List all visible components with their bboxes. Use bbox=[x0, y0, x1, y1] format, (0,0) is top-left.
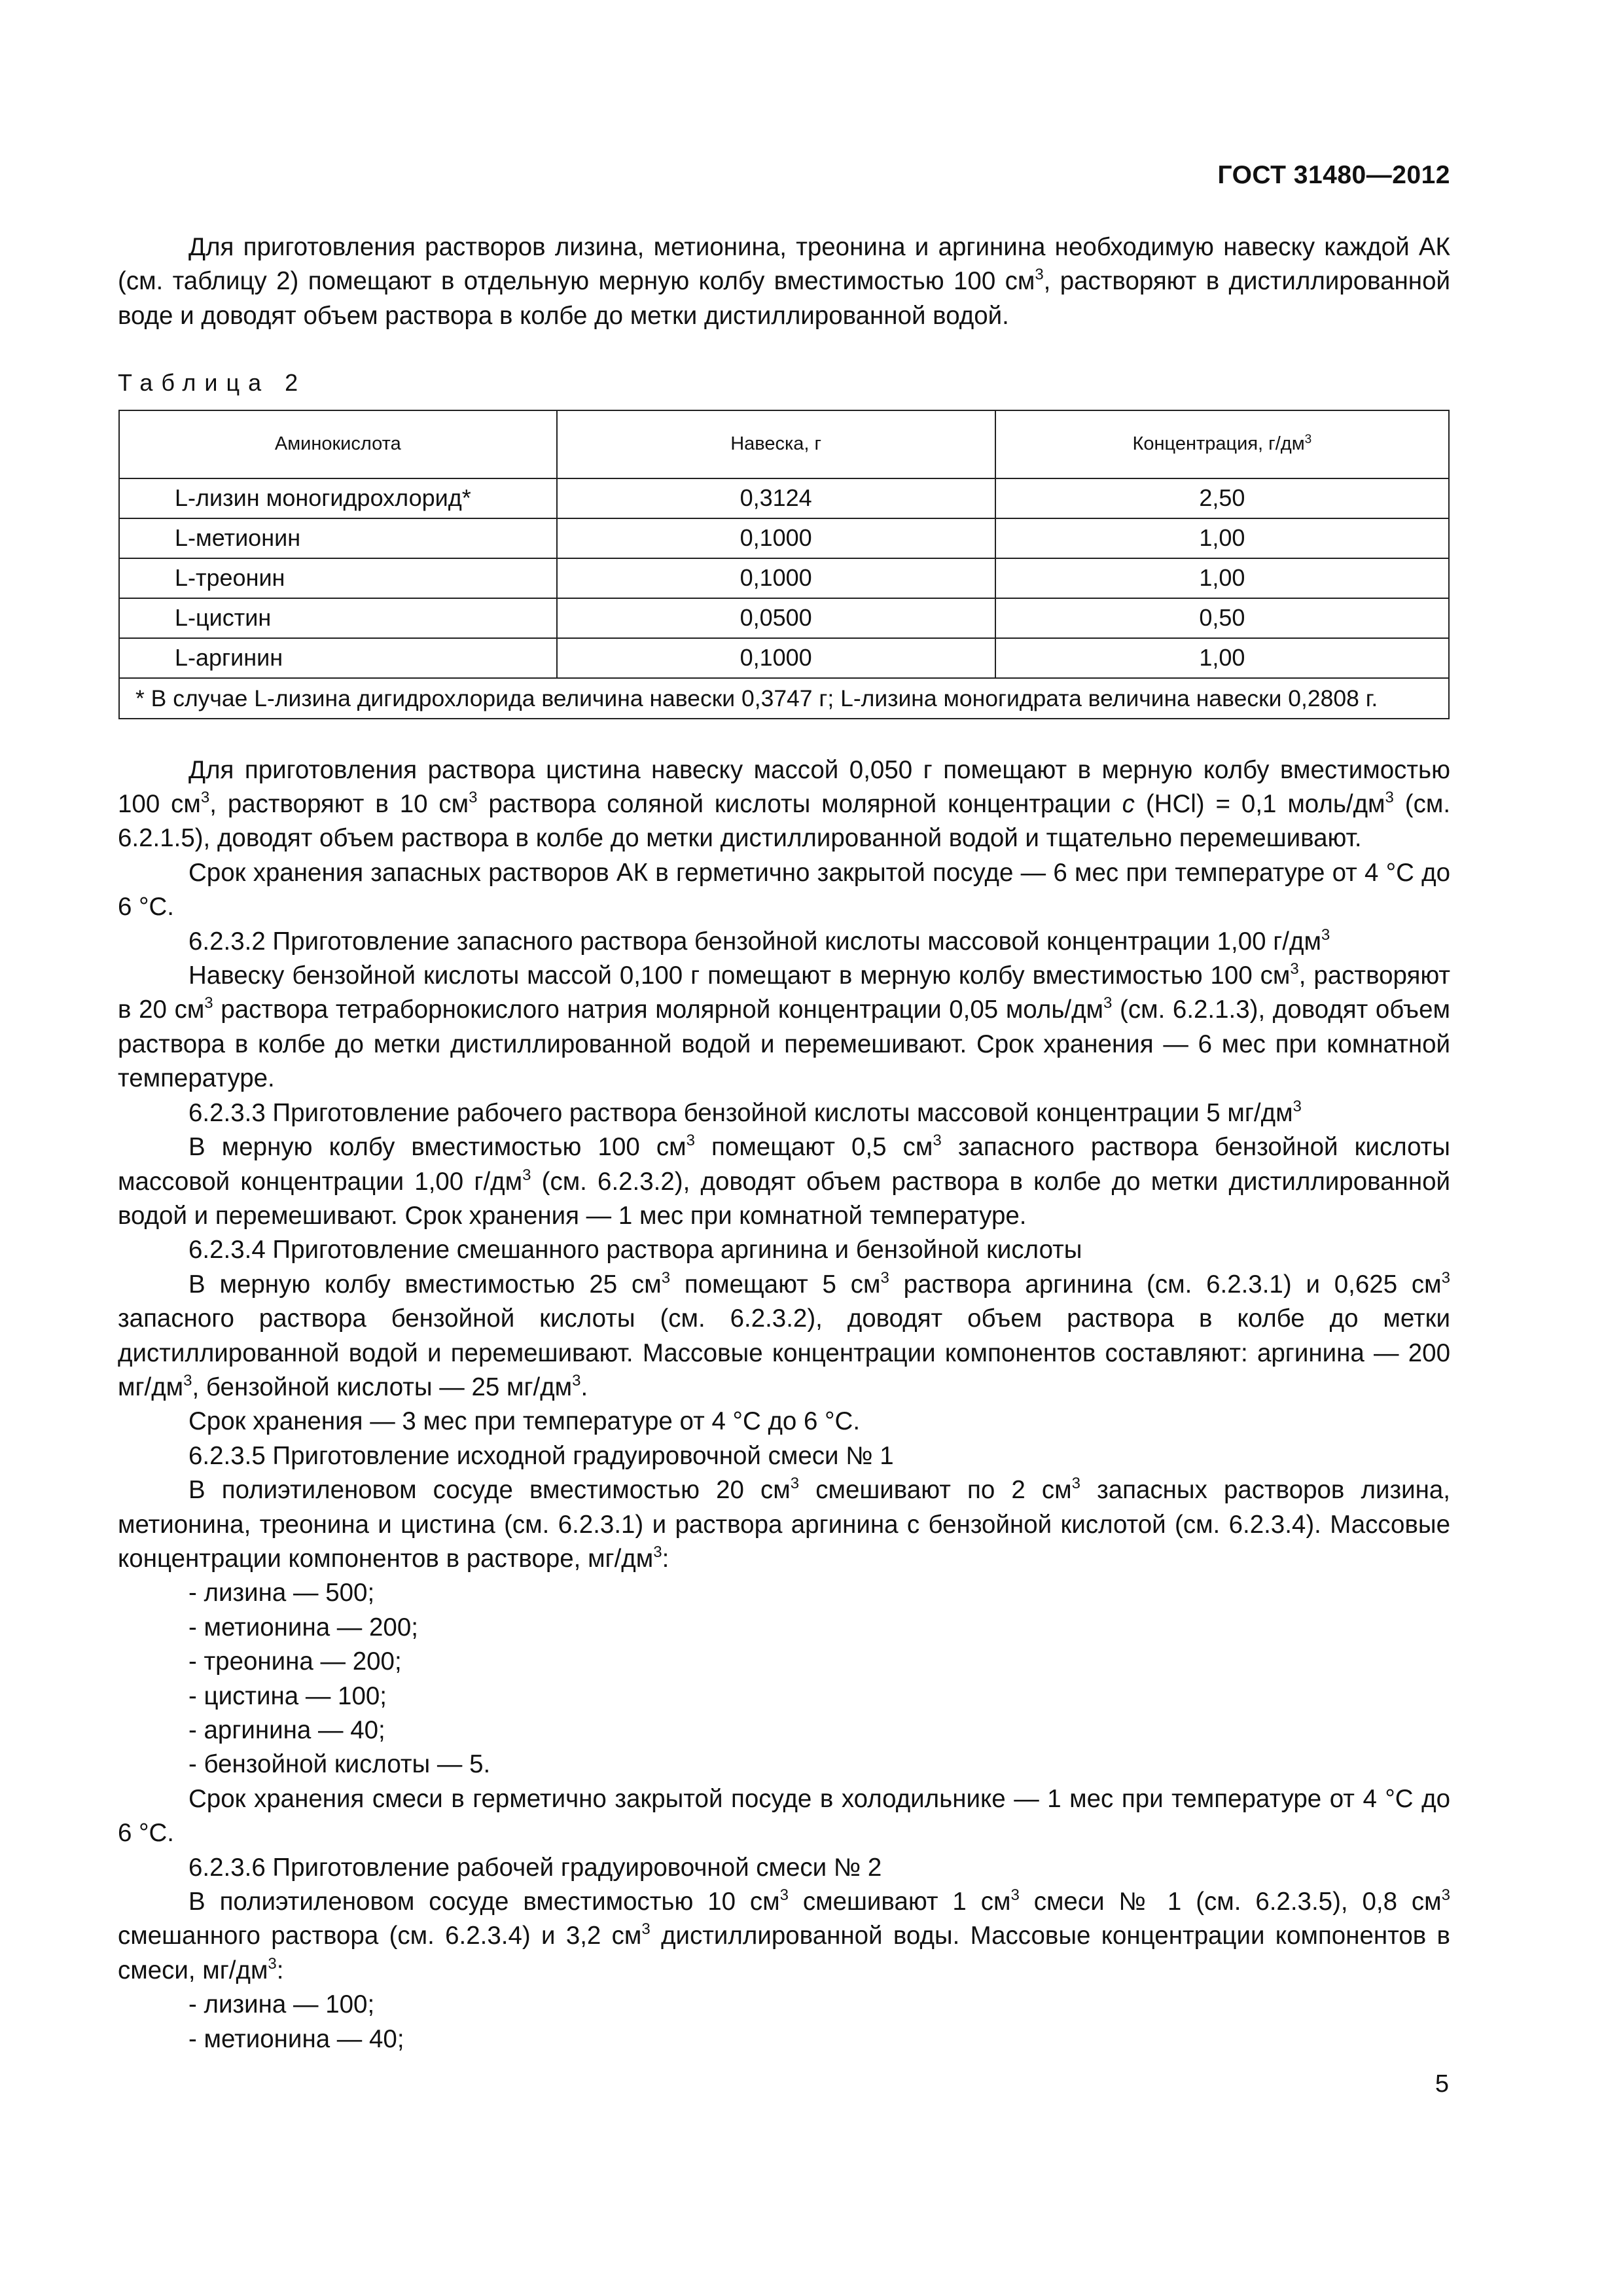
paragraph-benzoic-stock: Навеску бензойной кислоты массой 0,100 г помещают в мерную колбу вместимостью 100 $см^3$, растворяют в 20 $см^3$ раствора тетраборнокислого натрия молярной концентрации 0,05 моль/$дм^3$ (см. 6.2.1.3), доводят объем раствора в колбе до метки дистиллированной водой и перемешивают. Срок хранения — 6 мес при комнатной температуре. bbox=[118, 960, 1450, 1093]
cell-weight: 0,1000 bbox=[557, 638, 995, 678]
page-number: 5 bbox=[1435, 2070, 1449, 2098]
cell-concentration: 1,00 bbox=[995, 638, 1449, 678]
cell-concentration: 2,50 bbox=[995, 478, 1449, 518]
header-amino-acid: Аминокислота bbox=[119, 410, 557, 478]
table-row bbox=[119, 638, 1449, 678]
header-weight: Навеска, г bbox=[557, 410, 995, 478]
paragraph-storage-mixture-1: Срок хранения смеси в герметично закрытой посуде в холодильнике — 1 мес при температуре от 4 °С до 6 °С. bbox=[118, 1784, 1450, 1848]
section-6-2-3-6: 6.2.3.6 Приготовление рабочей градуировочной смеси № 2 bbox=[188, 1853, 882, 1882]
table-footnote: * В случае L-лизина дигидрохлорида величина навески 0,3747 г; L-лизина моногидрата величина навески 0,2808 г. bbox=[119, 678, 1449, 719]
section-6-2-3-3: 6.2.3.3 Приготовление рабочего раствора бензойной кислоты массовой концентрации 5 $мг/дм^3$ bbox=[188, 1097, 1302, 1127]
concentration-list-1 bbox=[118, 1576, 1450, 1782]
table-row bbox=[119, 518, 1449, 558]
list-item: - метионина — 40; bbox=[188, 2024, 404, 2053]
amino-acid-table bbox=[118, 410, 1450, 719]
paragraph-mixed-solution: В мерную колбу вместимостью 25 $см^3$ помещают 5 $см^3$ раствора аргинина (см. 6.2.3.1) и 0,625 $см^3$ запасного раствора бензойной кислоты (см. 6.2.3.2), доводят объем раствора в колбе до метки дистиллированной водой и перемешивают. Массовые концентрации компонентов составляют: аргинина — 200 $мг/дм^3$, бензойной кислоты — 25 $мг/дм^3$. bbox=[118, 1268, 1450, 1401]
table-row bbox=[119, 478, 1449, 518]
cell-name: L-лизин моногидрохлорид* bbox=[119, 478, 557, 518]
cell-weight: 0,3124 bbox=[557, 478, 995, 518]
paragraph-storage-ak: Срок хранения запасных растворов АК в герметично закрытой посуде — 6 мес при температуре от 4 °С до 6 °С. bbox=[118, 858, 1450, 922]
section-6-2-3-5: 6.2.3.5 Приготовление исходной градуировочной смеси № 1 bbox=[188, 1441, 894, 1470]
table-footnote-row bbox=[119, 678, 1449, 719]
section-6-2-3-2: 6.2.3.2 Приготовление запасного раствора бензойной кислоты массовой концентрации 1,00 $г/дм^3$ bbox=[188, 925, 1330, 956]
cell-weight: 0,0500 bbox=[557, 598, 995, 638]
paragraph-benzoic-working: В мерную колбу вместимостью 100 $см^3$ помещают 0,5 $см^3$ запасного раствора бензойной кислоты массовой концентрации 1,00 $г/дм^3$ (см. 6.2.3.2), доводят объем раствора в колбе до метки дистиллированной водой и перемешивают. Срок хранения — 1 мес при комнатной температуре. bbox=[118, 1132, 1450, 1230]
cell-concentration: 1,00 bbox=[995, 518, 1449, 558]
cell-name: L-метионин bbox=[119, 518, 557, 558]
list-item: - бензойной кислоты — 5. bbox=[188, 1750, 491, 1779]
header-concentration: Концентрация, $г/дм^3$ bbox=[995, 410, 1449, 478]
cell-name: L-аргинин bbox=[119, 638, 557, 678]
section-6-2-3-4: 6.2.3.4 Приготовление смешанного раствора аргинина и бензойной кислоты bbox=[188, 1236, 1082, 1265]
table-row bbox=[119, 598, 1449, 638]
cell-concentration: 0,50 bbox=[995, 598, 1449, 638]
list-item: - треонина — 200; bbox=[188, 1647, 402, 1676]
intro-paragraph: Для приготовления растворов лизина, метионина, треонина и аргинина необходимую навеску каждой АК (см. таблицу 2) помещают в отдельную мерную колбу вместимостью 100 $см^3$, растворяют в дистиллированной воде и доводят объем раствора в колбе до метки дистиллированной водой. bbox=[118, 233, 1450, 330]
paragraph-mixture-2: В полиэтиленовом сосуде вместимостью 10 $см^3$ смешивают 1 $см^3$ смеси № 1 (см. 6.2.3.5), 0,8 $см^3$ смешанного раствора (см. 6.2.3.4) и 3,2 $см^3$ дистиллированной воды. Массовые концентрации компонентов в смеси, $мг/дм^3$: bbox=[118, 1886, 1450, 1984]
list-item: - лизина — 500; bbox=[188, 1579, 375, 1607]
paragraph-storage-mixed: Срок хранения — 3 мес при температуре от 4 °С до 6 °С. bbox=[188, 1407, 861, 1436]
cell-weight: 0,1000 bbox=[557, 558, 995, 598]
table-header-row bbox=[119, 410, 1449, 478]
cell-name: L-треонин bbox=[119, 558, 557, 598]
list-item: - метионина — 200; bbox=[188, 1613, 418, 1641]
document-header-id: ГОСТ 31480—2012 bbox=[1217, 161, 1450, 189]
cell-concentration: 1,00 bbox=[995, 558, 1449, 598]
paragraph-cystine-solution: Для приготовления раствора цистина навеску массой 0,050 г помещают в мерную колбу вместимостью 100 $см^3$, растворяют в 10 $см^3$ раствора соляной кислоты молярной концентрации c (HCl) = 0,1 моль/$дм^3$ (см. 6.2.1.5), доводят объем раствора в колбе до метки дистиллированной водой и тщательно перемешивают. bbox=[118, 755, 1451, 853]
cell-name: L-цистин bbox=[119, 598, 557, 638]
list-item: - цистина — 100; bbox=[188, 1681, 387, 1710]
concentration-list-2 bbox=[118, 1988, 1450, 2056]
table-caption: Таблица 2 bbox=[118, 369, 307, 397]
page-content bbox=[118, 230, 1450, 2056]
cell-weight: 0,1000 bbox=[557, 518, 995, 558]
list-item: - аргинина — 40; bbox=[188, 1716, 385, 1744]
table-row bbox=[119, 558, 1449, 598]
paragraph-mixture-1: В полиэтиленовом сосуде вместимостью 20 $см^3$ смешивают по 2 $см^3$ запасных растворов лизина, метионина, треонина и цистина (см. 6.2.3.1) и раствора аргинина с бензойной кислотой (см. 6.2.3.4). Массовые концентрации компонентов в растворе, $мг/дм^3$: bbox=[118, 1475, 1450, 1573]
list-item: - лизина — 100; bbox=[188, 1990, 375, 2019]
